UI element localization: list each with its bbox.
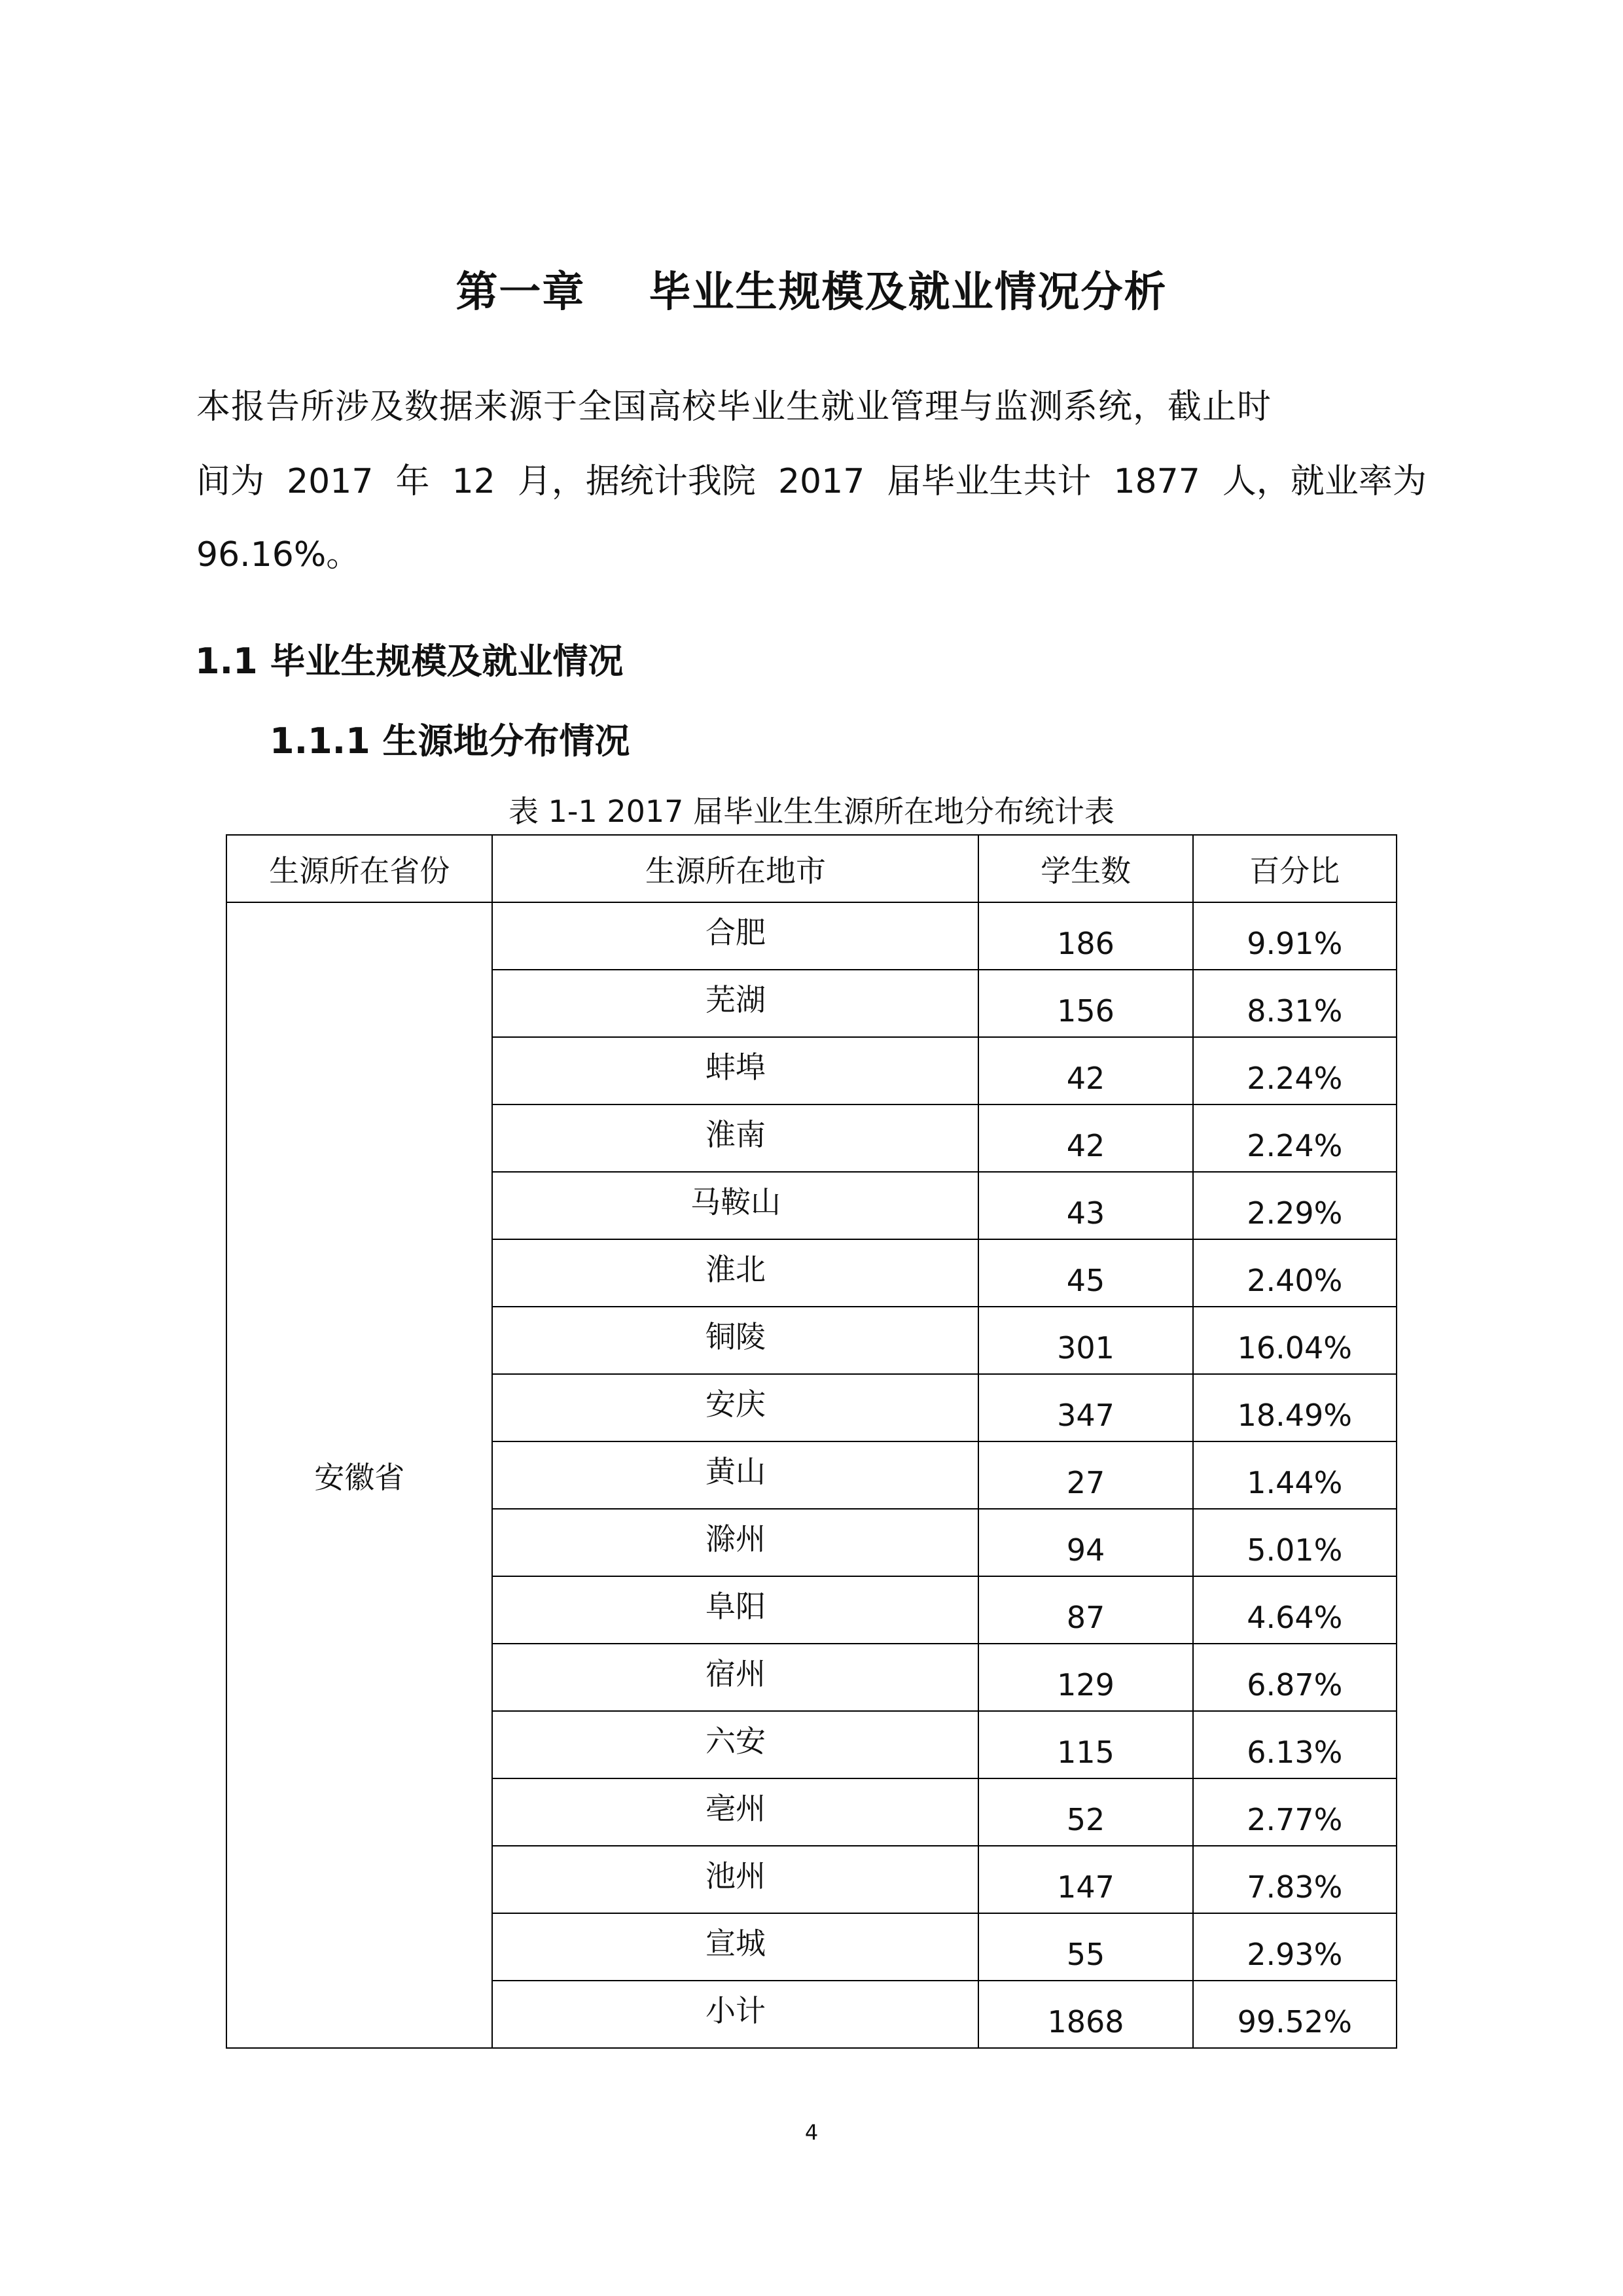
subsection-heading: 1.1.1 生源地分布情况 [270, 720, 630, 762]
intro-word: 1877 [1113, 462, 1200, 501]
count-cell: 156 [978, 970, 1192, 1037]
intro-line-1: 本报告所涉及数据来源于全国高校毕业生就业管理与监测系统，截止时 [196, 387, 1272, 427]
percent-cell: 7.83% [1193, 1846, 1397, 1913]
count-cell: 115 [978, 1711, 1192, 1778]
percent-cell: 4.64% [1193, 1576, 1397, 1644]
intro-word: 人，就业率为 [1222, 462, 1427, 501]
percent-cell: 6.13% [1193, 1711, 1397, 1778]
percent-cell: 2.24% [1193, 1104, 1397, 1172]
percent-cell: 16.04% [1193, 1307, 1397, 1374]
intro-word: 间为 [196, 462, 265, 501]
section-heading: 1.1 毕业生规模及就业情况 [195, 641, 624, 682]
table-header-row [226, 835, 1397, 902]
city-cell: 阜阳 [492, 1576, 978, 1644]
count-cell: 347 [978, 1374, 1192, 1441]
count-cell: 186 [978, 902, 1192, 970]
city-cell: 芜湖 [492, 970, 978, 1037]
city-cell: 六安 [492, 1711, 978, 1778]
city-cell: 淮北 [492, 1239, 978, 1307]
percent-cell: 2.24% [1193, 1037, 1397, 1104]
city-cell: 马鞍山 [492, 1172, 978, 1239]
percent-cell: 18.49% [1193, 1374, 1397, 1441]
count-cell: 94 [978, 1509, 1192, 1576]
count-cell: 52 [978, 1778, 1192, 1846]
percent-cell: 1.44% [1193, 1441, 1397, 1509]
header-province: 生源所在省份 [226, 835, 492, 902]
count-cell: 27 [978, 1441, 1192, 1509]
percent-cell: 8.31% [1193, 970, 1397, 1037]
page-number: 4 [804, 2120, 819, 2145]
percent-cell: 2.40% [1193, 1239, 1397, 1307]
city-cell: 淮南 [492, 1104, 978, 1172]
table-row [226, 902, 1397, 970]
percent-cell: 99.52% [1193, 1981, 1397, 2048]
count-cell: 42 [978, 1104, 1192, 1172]
percent-cell: 2.77% [1193, 1778, 1397, 1846]
intro-word: 2017 [287, 462, 374, 501]
count-cell: 43 [978, 1172, 1192, 1239]
count-cell: 129 [978, 1644, 1192, 1711]
chapter-title: 第一章 毕业生规模及就业情况分析 [455, 268, 1168, 317]
province-cell: 安徽省 [226, 902, 492, 2048]
intro-line-3: 96.16%。 [196, 535, 361, 574]
count-cell: 55 [978, 1913, 1192, 1981]
percent-cell: 6.87% [1193, 1644, 1397, 1711]
table-caption: 表 1-1 2017 届毕业生生源所在地分布统计表 [508, 794, 1115, 829]
intro-word: 月，据统计我院 [517, 462, 756, 501]
header-percent: 百分比 [1193, 835, 1397, 902]
origin-distribution-table [226, 834, 1397, 2049]
count-cell: 301 [978, 1307, 1192, 1374]
city-cell: 合肥 [492, 902, 978, 970]
city-cell: 蚌埠 [492, 1037, 978, 1104]
city-cell: 池州 [492, 1846, 978, 1913]
city-cell: 亳州 [492, 1778, 978, 1846]
city-cell: 滁州 [492, 1509, 978, 1576]
city-cell: 宿州 [492, 1644, 978, 1711]
city-cell: 黄山 [492, 1441, 978, 1509]
city-cell: 铜陵 [492, 1307, 978, 1374]
intro-word: 届毕业生共计 [887, 462, 1092, 501]
city-cell: 小计 [492, 1981, 978, 2048]
intro-word: 2017 [777, 462, 865, 501]
city-cell: 安庆 [492, 1374, 978, 1441]
header-city: 生源所在地市 [492, 835, 978, 902]
count-cell: 147 [978, 1846, 1192, 1913]
intro-word: 年 [395, 462, 430, 501]
count-cell: 87 [978, 1576, 1192, 1644]
count-cell: 45 [978, 1239, 1192, 1307]
count-cell: 42 [978, 1037, 1192, 1104]
count-cell: 1868 [978, 1981, 1192, 2048]
percent-cell: 2.29% [1193, 1172, 1397, 1239]
intro-line-2 [196, 462, 1427, 501]
percent-cell: 2.93% [1193, 1913, 1397, 1981]
percent-cell: 9.91% [1193, 902, 1397, 970]
percent-cell: 5.01% [1193, 1509, 1397, 1576]
intro-word: 12 [452, 462, 495, 501]
header-count: 学生数 [978, 835, 1192, 902]
city-cell: 宣城 [492, 1913, 978, 1981]
